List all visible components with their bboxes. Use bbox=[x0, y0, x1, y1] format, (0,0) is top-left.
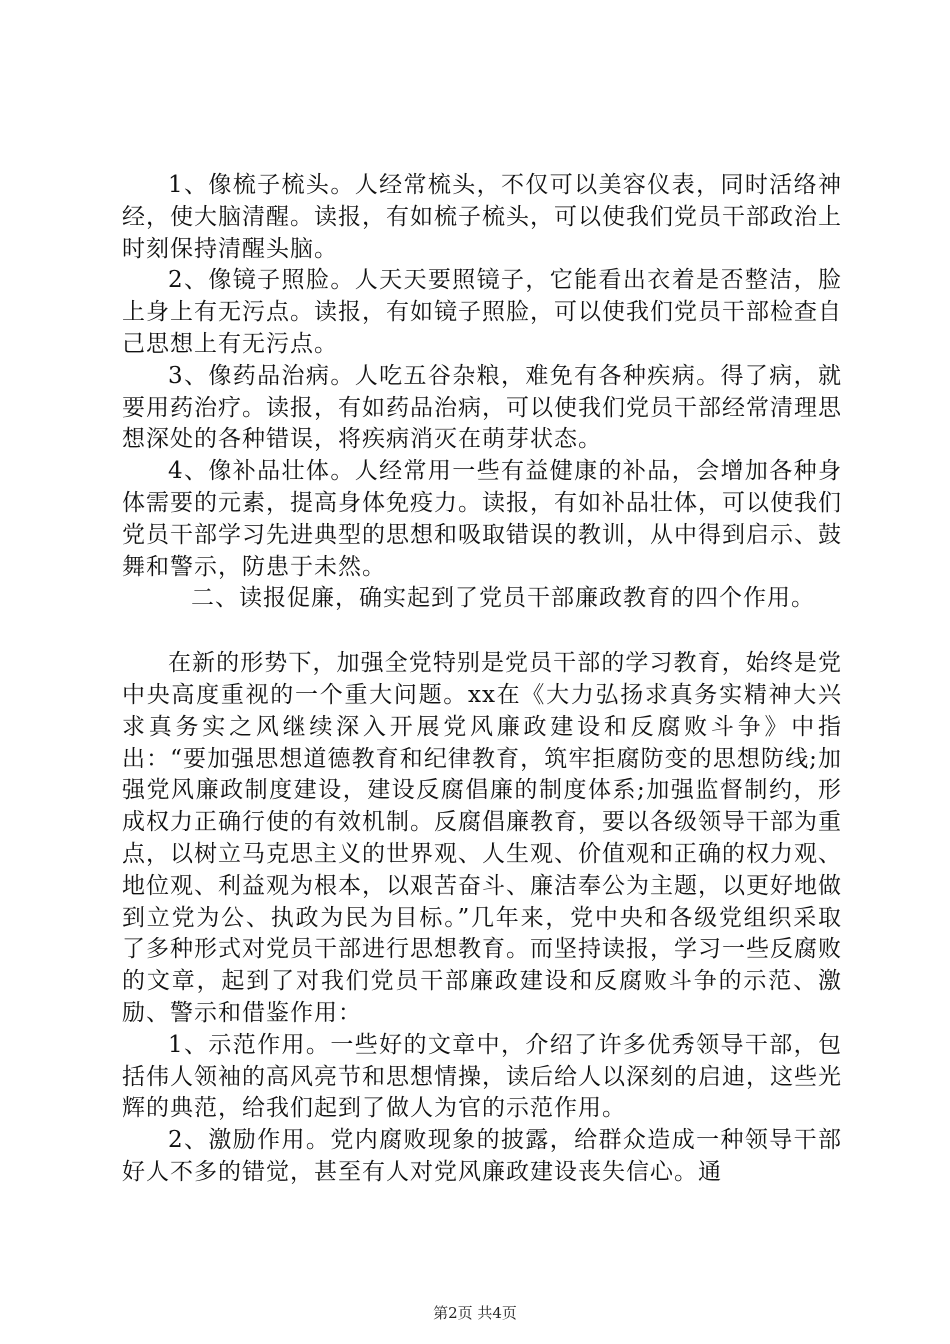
paragraph-new-situation: 在新的形势下，加强全党特别是党员干部的学习教育，始终是党中央高度重视的一个重大问题。xx在《大力弘扬求真务实精神大兴求真务实之风继续深入开展党风廉政建设和反腐败斗争》中指出：“要加强思想道德教育和纪律教育，筑牢拒腐防变的思想防线;加强党风廉政制度建设，建设反腐倡廉的制度体系;加强监督制约，形成权力正确行使的有效机制。反腐倡廉教育，要以各级领导干部为重点，以树立马克思主义的世界观、人生观、价值观和正确的权力观、地位观、利益观为根本，以艰苦奋斗、廉洁奉公为主题，以更好地做到立党为公、执政为民为目标。”几年来，党中央和各级党组织采取了多种形式对党员干部进行思想教育。而坚持读报，学习一些反腐败的文章，起到了对我们党员干部廉政建设和反腐败斗争的示范、激励、警示和借鉴作用： bbox=[122, 650, 842, 1026]
document-body bbox=[122, 170, 842, 1189]
paragraph-medicine: 3、像药品治病。人吃五谷杂粮，难免有各种疾病。得了病，就要用药治疗。读报，有如药品治病，可以使我们党员干部经常清理思想深处的各种错误，将疾病消灭在萌芽状态。 bbox=[122, 362, 842, 453]
paragraph-exemplary-role: 1、示范作用。一些好的文章中，介绍了许多优秀领导干部，包括伟人领袖的高风亮节和思想情操，读后给人以深刻的启迪，这些光辉的典范，给我们起到了做人为官的示范作用。 bbox=[122, 1031, 842, 1122]
paragraph-motivating-role: 2、激励作用。党内腐败现象的披露，给群众造成一种领导干部好人不多的错觉，甚至有人对党风廉政建设丧失信心。通 bbox=[122, 1127, 842, 1185]
paragraph-comb: 1、像梳子梳头。人经常梳头，不仅可以美容仪表，同时活络神经，使大脑清醒。读报，有如梳子梳头，可以使我们党员干部政治上时刻保持清醒头脑。 bbox=[122, 172, 842, 262]
paragraph-mirror: 2、像镜子照脸。人天天要照镜子，它能看出衣着是否整洁，脸上身上有无污点。读报，有如镜子照脸，可以使我们党员干部检查自己思想上有无污点。 bbox=[122, 267, 842, 357]
page-footer: 第2页 共4页 bbox=[433, 1304, 517, 1322]
paragraph-spacer bbox=[122, 615, 842, 648]
section-heading: 二、读报促廉，确实起到了党员干部廉政教育的四个作用。 bbox=[191, 585, 815, 612]
paragraph-tonic: 4、像补品壮体。人经常用一些有益健康的补品，会增加各种身体需要的元素，提高身体免疫力。读报，有如补品壮体，可以使我们党员干部学习先进典型的思想和吸取错误的教训，从中得到启示、鼓舞和警示，防患于未然。 bbox=[122, 458, 842, 580]
